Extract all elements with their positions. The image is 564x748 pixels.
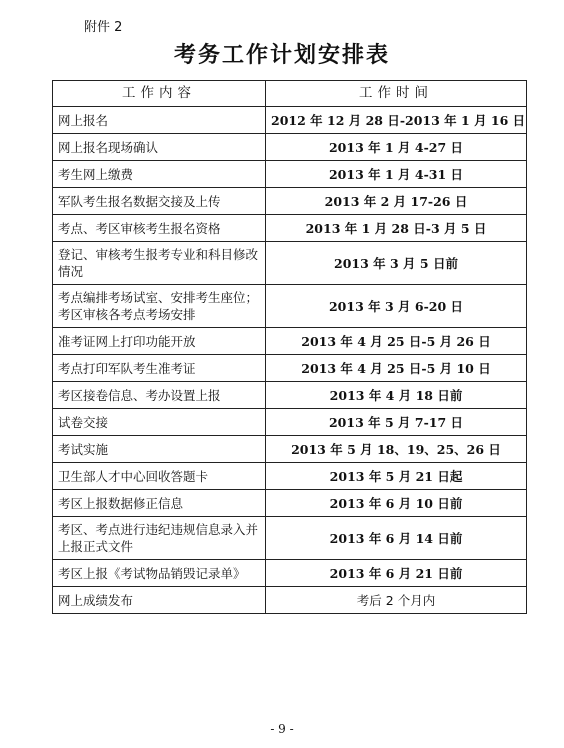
row-time: 2013 年 5 月 18、19、25、26 日 xyxy=(266,436,527,463)
row-content: 准考证网上打印功能开放 xyxy=(53,328,266,355)
table-row xyxy=(53,517,527,560)
row-content: 考区上报数据修正信息 xyxy=(53,490,266,517)
row-time: 2012 年 12 月 28 日-2013 年 1 月 16 日 xyxy=(266,107,527,134)
row-content: 考点、考区审核考生报名资格 xyxy=(53,215,266,242)
table-row xyxy=(53,382,527,409)
table-row xyxy=(53,560,527,587)
table-row xyxy=(53,188,527,215)
table-row xyxy=(53,409,527,436)
row-content: 试卷交接 xyxy=(53,409,266,436)
row-time: 2013 年 2 月 17-26 日 xyxy=(266,188,527,215)
row-time: 2013 年 6 月 10 日前 xyxy=(266,490,527,517)
row-time: 2013 年 1 月 28 日-3 月 5 日 xyxy=(266,215,527,242)
table-row xyxy=(53,161,527,188)
row-time: 2013 年 5 月 21 日起 xyxy=(266,463,527,490)
row-content: 考生网上缴费 xyxy=(53,161,266,188)
page-number: - 9 - xyxy=(270,722,294,736)
row-time: 2013 年 4 月 18 日前 xyxy=(266,382,527,409)
row-content: 考点打印军队考生准考证 xyxy=(53,355,266,382)
row-content: 卫生部人才中心回收答题卡 xyxy=(53,463,266,490)
row-time: 2013 年 1 月 4-31 日 xyxy=(266,161,527,188)
row-time: 2013 年 6 月 21 日前 xyxy=(266,560,527,587)
row-content: 网上成绩发布 xyxy=(53,587,266,614)
row-time: 考后 2 个月内 xyxy=(266,587,527,614)
row-time: 2013 年 3 月 6-20 日 xyxy=(266,285,527,328)
schedule-table xyxy=(52,80,527,614)
table-row xyxy=(53,215,527,242)
table-row xyxy=(53,490,527,517)
row-content: 网上报名现场确认 xyxy=(53,134,266,161)
table-row xyxy=(53,355,527,382)
table-row xyxy=(53,587,527,614)
row-content: 考点编排考场试室、安排考生座位；考区审核各考点考场安排 xyxy=(53,285,266,328)
table-row xyxy=(53,285,527,328)
row-time: 2013 年 3 月 5 日前 xyxy=(266,242,527,285)
row-content: 登记、审核考生报考专业和科目修改情况 xyxy=(53,242,266,285)
header-work-content: 工作内容 xyxy=(53,81,266,107)
table-row xyxy=(53,463,527,490)
table-row xyxy=(53,107,527,134)
table-row xyxy=(53,328,527,355)
row-time: 2013 年 5 月 7-17 日 xyxy=(266,409,527,436)
table-header-row xyxy=(53,81,527,107)
row-content: 考区上报《考试物品销毁记录单》 xyxy=(53,560,266,587)
table-row xyxy=(53,134,527,161)
row-time: 2013 年 6 月 14 日前 xyxy=(266,517,527,560)
row-content: 军队考生报名数据交接及上传 xyxy=(53,188,266,215)
row-content: 考区、考点进行违纪违规信息录入并上报正式文件 xyxy=(53,517,266,560)
row-time: 2013 年 4 月 25 日-5 月 26 日 xyxy=(266,328,527,355)
attachment-label: 附件 2 xyxy=(84,20,123,35)
table-row xyxy=(53,242,527,285)
row-content: 考区接卷信息、考办设置上报 xyxy=(53,382,266,409)
row-content: 网上报名 xyxy=(53,107,266,134)
row-content: 考试实施 xyxy=(53,436,266,463)
row-time: 2013 年 4 月 25 日-5 月 10 日 xyxy=(266,355,527,382)
row-time: 2013 年 1 月 4-27 日 xyxy=(266,134,527,161)
table-row xyxy=(53,436,527,463)
page-title: 考务工作计划安排表 xyxy=(173,43,390,68)
header-work-time: 工作时间 xyxy=(266,81,527,107)
